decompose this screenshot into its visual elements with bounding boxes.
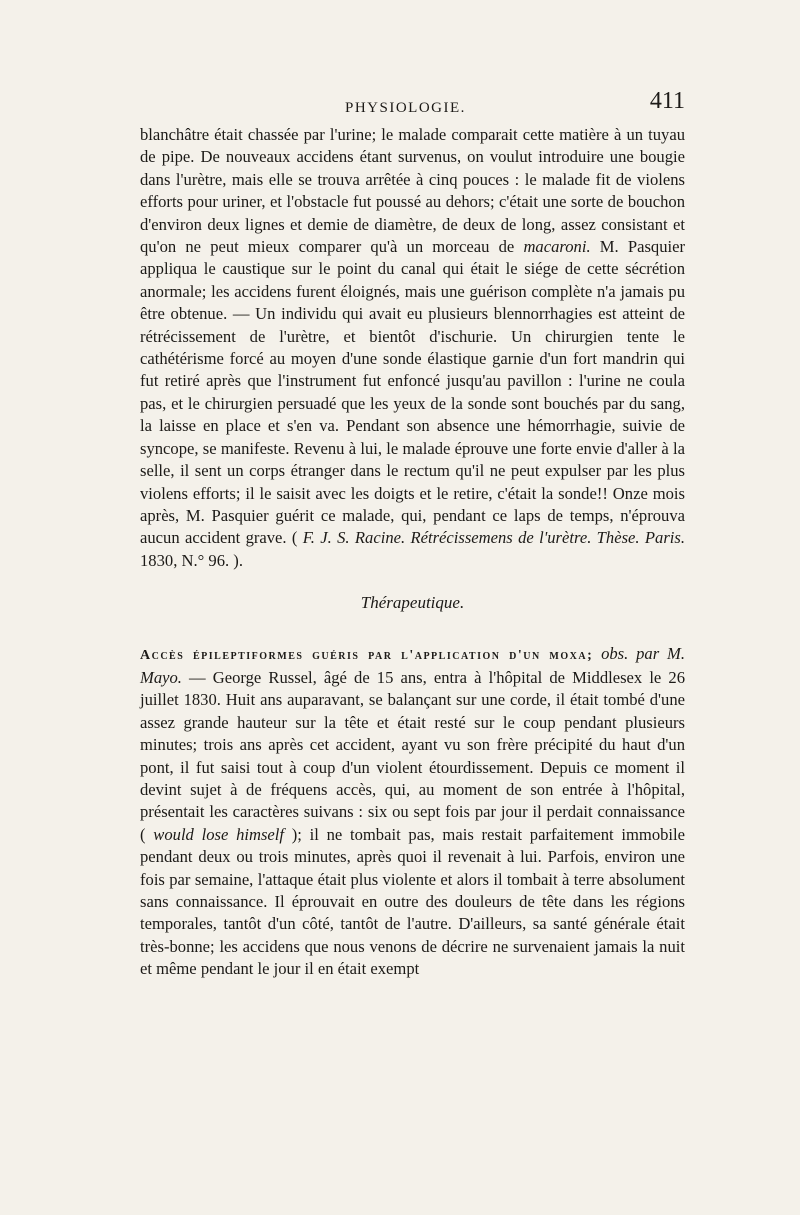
paragraph-observation [140, 643, 685, 981]
body-text [140, 124, 685, 981]
section-title: Thérapeutique. [360, 593, 465, 613]
paragraph-text: — George Russel, âgé de 15 ans, entra à l'hôpital de Middlesex le 26 juillet 1830. Huit ans auparavant, se balançant sur une corde, il était tombé d'une assez grande hauteur sur la tête et était resté sur le coup pendant plusieurs minutes; trois ans après cet accident, ayant vu son frère précipité du haut d'un pont, il fut saisi tout à coup d'un violent étourdissement. Depuis ce moment il devint sujet à de fréquens accès, qui, au moment de son entrée à l'hôpital, présentait les caractères suivans : six ou sept fois par jour il perdait connaissance ( [140, 667, 685, 844]
paragraph-text: M. Pasquier appliqua le caustique sur le point du canal qui était le siége de cette sécrétion anormale; les accidens furent éloignés, mais une guérison complète n'a jamais pu être obtenue. — Un individu qui avait eu plusieurs blennorrhagies est atteint de rétrécissement de l'urètre, et bientôt d'ischurie. Un chirurgien tente le cathétérisme forcé au moyen d'une sonde élastique garnie d'un fort mandrin qui fut retiré après que l'instrument fut enfoncé jusqu'au pavillon : l'urine ne coula pas, et le chirurgien persuadé que les yeux de la sonde sont bouchés par du sang, la laisse en place et s'en va. Pendant son absence une hémorrhagie, suivie de syncope, se manifeste. Revenu à lui, le malade éprouve une forte envie d'aller à la selle, il sent un corps étranger dans le rectum qu'il ne peut expulser par les plus violens efforts; il le saisit avec les doigts et le retire, c'était la sonde!! Onze mois après, M. Pasquier guérit ce malade, qui, pendant ce laps de temps, n'éprouva aucun accident grave. ( [140, 237, 685, 548]
paragraph-text: ); il ne tombait pas, mais restait parfaitement immobile pendant deux ou trois minutes, après quoi il revenait à lui. Parfois, environ une fois par semaine, l'attaque était plus violente et alors il tombait à terre absolument sans connaissance. Il éprouvait en outre des douleurs de tête dans les régions temporales, tantôt d'un côté, tantôt de l'autre. D'ailleurs, sa santé générale était très-bonne; les accidens que nous venons de décrire ne survenaient jamais la nuit et même pendant le jour il en était exempt [140, 824, 685, 979]
citation-italic: F. J. S. Racine. Rétrécissemens de l'urètre. Thèse. Paris. [302, 528, 685, 548]
page-number: 411 [649, 88, 685, 114]
observation-heading: Accès épileptiformes guéris par l'application d'un moxa; [140, 647, 594, 663]
citation-end: 1830, N.° 96. ). [140, 550, 243, 570]
paragraph-case-reports [140, 124, 685, 572]
running-title: PHYSIOLOGIE. [345, 100, 466, 116]
page-header [140, 88, 685, 122]
english-quote: would lose himself [153, 824, 284, 844]
observation-author: obs. par M. Mayo. [140, 643, 685, 687]
paragraph-text: blanchâtre était chassée par l'urine; le malade comparait cette matière à un tuyau de pipe. De nouveaux accidens étant survenus, on voulut introduire une bougie dans l'urètre, mais elle se trouva arrêtée à cinq pouces : le malade fit de violens efforts pour uriner, et l'obstacle fut poussé au dehors; c'était une sorte de bouchon d'environ deux lignes et demie de diamètre, de deux de long, assez consistant et qu'on ne peut mieux comparer qu'à un morceau de [140, 125, 685, 257]
italic-term: macaroni. [523, 237, 591, 257]
